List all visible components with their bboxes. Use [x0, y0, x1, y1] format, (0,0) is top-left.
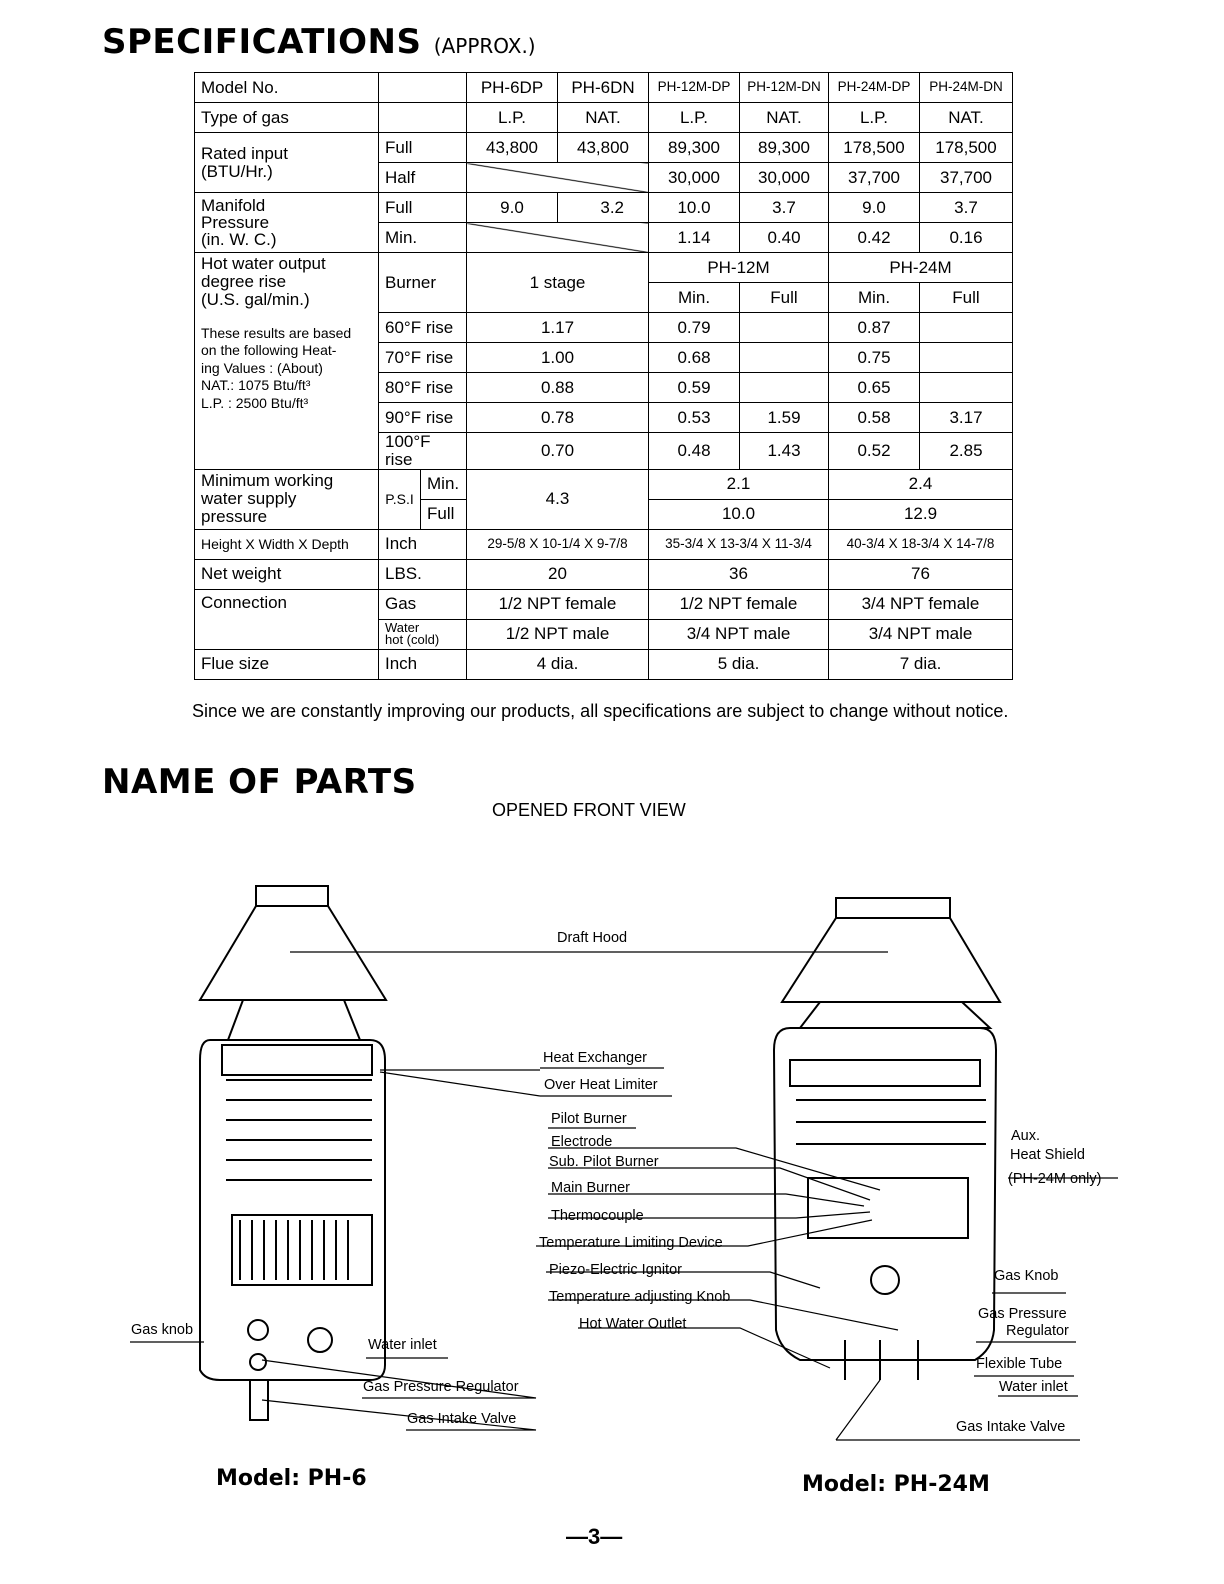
manifold-label: (in. W. C.) [201, 230, 277, 249]
sub-label: Full [379, 133, 467, 163]
table-cell: 29-5/8 X 10-1/4 X 9-7/8 [467, 529, 649, 559]
sub-label: Gas [379, 589, 467, 619]
table-cell: 0.70 [467, 433, 649, 470]
row-label [195, 133, 379, 193]
table-cell: 0.68 [649, 343, 740, 373]
table-cell: Min. [649, 283, 740, 313]
table-cell: Full [740, 283, 829, 313]
flexible-tube-label: Flexible Tube [976, 1356, 1063, 1372]
aux-label: Aux. [1011, 1128, 1041, 1144]
table-cell [740, 373, 829, 403]
not-applicable-cell [467, 163, 649, 193]
table-cell: 3.7 [920, 193, 1013, 223]
table-cell: 1.00 [467, 343, 649, 373]
table-cell: 0.88 [467, 373, 649, 403]
min-water-label: pressure [201, 507, 268, 527]
electrode-label: Electrode [551, 1134, 613, 1150]
approx-label: (APPROX.) [433, 34, 536, 58]
table-cell: 3/4 NPT male [649, 619, 829, 649]
model-right-label: Model: PH-24M [802, 1472, 990, 1497]
ph24m-only-label: (PH-24M only) [1008, 1171, 1102, 1187]
table-cell: NAT. [920, 103, 1013, 133]
sub-label [379, 619, 467, 649]
water-inlet-left-label: Water inlet [368, 1337, 437, 1353]
table-row [195, 529, 1013, 559]
row-label [195, 193, 379, 253]
table-cell: 89,300 [740, 133, 829, 163]
sub-label: 90°F rise [379, 403, 467, 433]
sub-pilot-burner-label: Sub. Pilot Burner [549, 1154, 659, 1170]
table-cell: 0.65 [829, 373, 920, 403]
gas-intake-valve-left-label: Gas Intake Valve [407, 1411, 517, 1427]
table-cell: 1.17 [467, 313, 649, 343]
note-line: ing Values : (About) [201, 359, 323, 376]
table-cell: Full [920, 283, 1013, 313]
table-cell: 10.0 [649, 193, 740, 223]
pilot-burner-label: Pilot Burner [551, 1111, 627, 1127]
table-cell: 3/4 NPT male [829, 619, 1013, 649]
model-cell: PH-6DN [558, 73, 649, 103]
specifications-heading [102, 22, 536, 62]
table-cell: 7 dia. [829, 649, 1013, 679]
note-line: NAT.: 1075 Btu/ft³ [201, 377, 311, 394]
right-heater-drawing [774, 898, 1000, 1380]
sub-label: 100°F rise [379, 433, 467, 470]
table-cell: 20 [467, 559, 649, 589]
table-cell: 0.59 [649, 373, 740, 403]
heat-shield-label: Heat Shield [1010, 1147, 1085, 1163]
hot-water-label: Hot water output [201, 254, 326, 273]
table-cell: L.P. [649, 103, 740, 133]
table-cell: 2.4 [829, 469, 1013, 499]
table-row [195, 133, 1013, 163]
hot-water-label: (U.S. gal/min.) [201, 289, 310, 309]
gas-knob-right-label: Gas Knob [994, 1268, 1059, 1284]
row-label: Model No. [195, 73, 379, 103]
table-row [195, 649, 1013, 679]
table-cell: 0.87 [829, 313, 920, 343]
table-cell [920, 343, 1013, 373]
table-cell: 12.9 [829, 499, 1013, 529]
table-row [195, 253, 1013, 283]
table-row [195, 469, 1013, 499]
table-cell: 43,800 [558, 133, 649, 163]
table-cell: 3/4 NPT female [829, 589, 1013, 619]
table-cell: 1/2 NPT female [649, 589, 829, 619]
model-cell: PH-12M-DP [649, 73, 740, 103]
table-cell: 43,800 [467, 133, 558, 163]
table-cell: L.P. [829, 103, 920, 133]
table-cell: 2.1 [649, 469, 829, 499]
table-cell: 0.78 [467, 403, 649, 433]
temperature-limiting-device-label: Temperature Limiting Device [539, 1235, 723, 1251]
table-cell: PH-24M [829, 253, 1013, 283]
sub-label: 60°F rise [379, 313, 467, 343]
model-cell: PH-6DP [467, 73, 558, 103]
table-cell: 37,700 [829, 163, 920, 193]
gas-intake-valve-right-label: Gas Intake Valve [956, 1419, 1066, 1435]
table-cell: 1.14 [649, 223, 740, 253]
table-cell: 10.0 [649, 499, 829, 529]
table-cell: 0.52 [829, 433, 920, 470]
manifold-label: Pressure [201, 213, 270, 232]
table-cell: 0.16 [920, 223, 1013, 253]
row-label: Type of gas [195, 103, 379, 133]
table-cell: 0.48 [649, 433, 740, 470]
main-burner-label: Main Burner [551, 1180, 630, 1196]
table-cell: 89,300 [649, 133, 740, 163]
name-of-parts-heading: NAME OF PARTS [102, 762, 417, 802]
table-cell: 76 [829, 559, 1013, 589]
sub-label: LBS. [379, 559, 467, 589]
table-cell: 0.75 [829, 343, 920, 373]
table-cell: 3.17 [920, 403, 1013, 433]
table-cell: 0.58 [829, 403, 920, 433]
min-water-label: water supply [201, 489, 297, 509]
piezo-electric-ignitor-label: Piezo-Electric Ignitor [549, 1262, 682, 1278]
leader-lines [130, 952, 1118, 1440]
table-cell: 1/2 NPT female [467, 589, 649, 619]
gas-knob-left-label: Gas knob [131, 1322, 194, 1338]
model-cell: PH-12M-DN [740, 73, 829, 103]
row-label [195, 253, 379, 470]
table-cell: 5 dia. [649, 649, 829, 679]
temperature-adjusting-knob-label: Temperature adjusting Knob [549, 1289, 731, 1305]
notice-text: Since we are constantly improving our products, all specifications are subject to change without notice. [192, 701, 1009, 721]
note-line: L.P. : 2500 Btu/ft³ [201, 394, 309, 411]
sub-label: Burner [379, 253, 467, 313]
specifications-title: SPECIFICATIONS [102, 22, 422, 62]
note-line: on the following Heat- [201, 342, 337, 359]
sub-label: Half [379, 163, 467, 193]
sub-label: Inch [379, 529, 467, 559]
regulator-right-label: Regulator [1006, 1323, 1069, 1339]
table-cell: PH-12M [649, 253, 829, 283]
model-cell: PH-24M-DN [920, 73, 1013, 103]
thermocouple-label: Thermocouple [551, 1208, 644, 1224]
table-cell: 36 [649, 559, 829, 589]
table-cell: 1 stage [467, 253, 649, 313]
specifications-table [194, 72, 1013, 680]
table-cell: 35-3/4 X 13-3/4 X 11-3/4 [649, 529, 829, 559]
row-label: Height X Width X Depth [195, 529, 379, 559]
draft-hood-label: Draft Hood [557, 930, 628, 946]
table-cell: NAT. [740, 103, 829, 133]
row-label [195, 469, 379, 529]
water-label: Water [385, 619, 420, 635]
heat-exchanger-label: Heat Exchanger [543, 1050, 647, 1066]
table-cell: 30,000 [649, 163, 740, 193]
table-cell: L.P. [467, 103, 558, 133]
table-cell: 30,000 [740, 163, 829, 193]
sub-label: Full [379, 193, 467, 223]
water-label: hot (cold) [385, 632, 440, 648]
table-cell: 178,500 [829, 133, 920, 163]
sub-label: 70°F rise [379, 343, 467, 373]
not-applicable-cell [467, 223, 649, 253]
table-cell [740, 313, 829, 343]
table-cell: 40-3/4 X 18-3/4 X 14-7/8 [829, 529, 1013, 559]
table-cell: 2.85 [920, 433, 1013, 470]
sub-label: 80°F rise [379, 373, 467, 403]
rated-input-unit: (BTU/Hr.) [201, 161, 273, 181]
psi-label: P.S.I [379, 469, 421, 529]
gas-pressure-regulator-left-label: Gas Pressure Regulator [363, 1379, 519, 1395]
table-cell: 4.3 [467, 469, 649, 529]
table-cell: 0.79 [649, 313, 740, 343]
table-cell: 0.40 [740, 223, 829, 253]
table-cell [920, 373, 1013, 403]
table-cell: Min. [829, 283, 920, 313]
opened-front-view-label: OPENED FRONT VIEW [492, 800, 686, 820]
model-left-label: Model: PH-6 [216, 1466, 367, 1491]
page-number: —3— [566, 1524, 623, 1549]
table-cell: 3.7 [740, 193, 829, 223]
table-cell: 178,500 [920, 133, 1013, 163]
table-cell: 3.2 [558, 193, 649, 223]
left-heater-drawing [200, 886, 386, 1420]
table-cell: 37,700 [920, 163, 1013, 193]
manifold-label: Manifold [201, 196, 266, 215]
row-label: Net weight [195, 559, 379, 589]
table-cell: 9.0 [467, 193, 558, 223]
table-cell: NAT. [558, 103, 649, 133]
sub-label: Full [421, 499, 467, 529]
rated-input-label: Rated input [201, 143, 288, 163]
hot-water-outlet-label: Hot Water Outlet [579, 1316, 687, 1332]
note-line: These results are based [201, 324, 352, 341]
table-cell [920, 313, 1013, 343]
model-cell: PH-24M-DP [829, 73, 920, 103]
over-heat-limiter-label: Over Heat Limiter [544, 1077, 658, 1093]
sub-label: Min. [421, 469, 467, 499]
table-row [195, 193, 1013, 223]
table-cell: 1.59 [740, 403, 829, 433]
table-cell: 1/2 NPT male [467, 619, 649, 649]
table-cell: 9.0 [829, 193, 920, 223]
row-label: Flue size [195, 649, 379, 679]
hot-water-label: degree rise [201, 271, 287, 291]
min-water-label: Minimum working [201, 471, 334, 491]
table-row [195, 589, 1013, 619]
sub-label: Inch [379, 649, 467, 679]
table-cell: 0.53 [649, 403, 740, 433]
table-cell: 1.43 [740, 433, 829, 470]
gas-pressure-right-label: Gas Pressure [978, 1306, 1067, 1322]
table-row [195, 73, 1013, 103]
sub-label: Min. [379, 223, 467, 253]
table-row [195, 103, 1013, 133]
water-inlet-right-label: Water inlet [999, 1379, 1068, 1395]
table-cell [740, 343, 829, 373]
table-cell: 4 dia. [467, 649, 649, 679]
table-cell: 0.42 [829, 223, 920, 253]
table-row [195, 559, 1013, 589]
row-label: Connection [195, 589, 379, 649]
